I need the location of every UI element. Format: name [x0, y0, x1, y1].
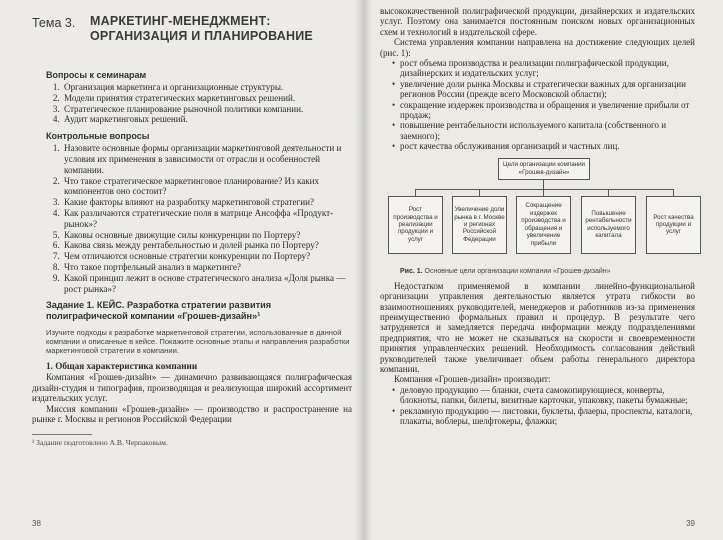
seminar-heading: Вопросы к семинарам — [46, 70, 147, 80]
goals-diagram — [386, 156, 701, 264]
diagram-connector — [415, 189, 674, 190]
diagram-child-box: Повышение рентабельности используемого капитала — [581, 196, 636, 254]
goal-item: • рост объема производства и реализации полиграфической продукции, дизайнерских и издательских услуг; — [392, 58, 695, 79]
goals-list — [380, 58, 695, 152]
diagram-connector — [543, 189, 544, 196]
right-page — [362, 0, 723, 540]
chapter-header — [32, 14, 352, 44]
paragraph: Система управления компании направлена на достижение следующих целей (рис. 1): — [380, 37, 695, 58]
diagram-child-box: Рост производства и реализации продукции и услуг — [388, 196, 443, 254]
control-item: 8. Что такое портфельный анализ в маркетинге? — [62, 262, 352, 273]
diagram-child-box: Рост качества продукции и услуг — [646, 196, 701, 254]
control-item: 6. Какова связь между рентабельностью и долей рынка по Портеру? — [62, 240, 352, 251]
chapter-title — [90, 14, 313, 44]
control-item: 7. Чем отличаются основные стратегии конкуренции по Портеру? — [62, 251, 352, 262]
paragraph: Недостатком применяемой в компании линейно-функциональной организации управления деятельностью является утрата гибкости во взаимоотношениях руководителей, менеджеров и работников из-за применения преимущественно формальных правил и процедур. В результате чего затрудняется и замедляется передача информации между подразделениями предприятия, что не может не сказываться на скорости и своевременности принятия управленческих решений. Необходимость согласования действий руководителей также увеличивает объем работы генерального директора компании. — [380, 280, 695, 374]
diagram-root-box: Цели организации компании «Грошев-дизайн» — [498, 158, 590, 180]
figure-caption — [400, 268, 695, 275]
product-item: • деловую продукцию — бланки, счета самокопирующиеся, конверты, блокноты, папки, билеты, визитные карточки, упаковку, пакеты бумажные; — [392, 385, 695, 406]
control-heading: Контрольные вопросы — [46, 131, 150, 142]
diagram-connector — [415, 189, 416, 196]
paragraph: Миссия компании «Грошев-дизайн» — производство и распространение на рынке г. Москвы и регионов Российской Федерации — [32, 403, 352, 424]
goal-item: • увеличение доли рынка Москвы и стратегически важных для организации регионов России (прежде всего Московской области); — [392, 79, 695, 100]
goal-item: • повышение рентабельности используемого капитала (собственного и заемного); — [392, 120, 695, 141]
seminar-item: 4. Аудит маркетинговых решений. — [62, 114, 352, 125]
figure-caption-text: Основные цели организации компании «Грошев-дизайн» — [424, 267, 611, 275]
seminar-item: 1. Организация маркетинга и организационные структуры. — [62, 82, 352, 93]
control-item: 1. Назовите основные формы организации маркетинговой деятельности и условия их применения в зависимости от отрасли и особенностей компании. — [62, 143, 352, 175]
chapter-number: Тема 3. — [32, 16, 76, 30]
seminar-item: 3. Стратегическое планирование рыночной политики компании. — [62, 104, 352, 115]
page-number-right: 39 — [686, 519, 695, 528]
diagram-connector — [608, 189, 609, 196]
seminar-list — [32, 82, 352, 125]
figure-label: Рис. 1. — [400, 267, 423, 275]
paragraph: высококачественной полиграфической продукции, дизайнерских и издательских услуг. Поэтому она занимается постоянным поиском новых организационных схем и технологий в издательской сфере. — [380, 6, 695, 37]
control-item: 9. Какой принцип лежит в основе стратегического анализа «Доля рынка — рост рынка»? — [62, 273, 352, 295]
diagram-connector — [479, 189, 480, 196]
diagram-child-box: Сокращение издержек производства и обращения и увеличение прибыли — [516, 196, 571, 254]
seminar-item: 2. Модели принятия стратегических маркетинговых решений. — [62, 93, 352, 104]
control-item: 3. Какие факторы влияют на разработку маркетинговой стратегии? — [62, 197, 352, 208]
task-heading: Задание 1. КЕЙС. Разработка стратегии развития полиграфической компании «Грошев-дизайн»¹ — [46, 300, 272, 322]
footnote-divider — [32, 434, 92, 435]
product-item: • рекламную продукцию — листовки, буклеты, флаеры, проспекты, каталоги, плакаты, воблеры, шелфтокеры, флажки; — [392, 406, 695, 427]
goal-item: • рост качества обслуживания организаций и частных лиц. — [392, 141, 695, 151]
task-intro: Изучите подходы к разработке маркетинговой стратегии, использованные в данной компании и описанные в кейсе. Покажите основные этапы и направления разработки маркетинговой стратегии в компании. — [46, 328, 350, 356]
control-list — [32, 143, 352, 294]
diagram-child-box: Увеличение доли рынка в г. Москве и регионах Российской Федерации — [452, 196, 507, 254]
chapter-title-line2: ОРГАНИЗАЦИЯ И ПЛАНИРОВАНИЕ — [90, 29, 313, 43]
paragraph: Компания «Грошев-дизайн» — динамично развивающаяся полиграфическая дизайн-студия и типография, производящая и реализующая широкий ассортимент издательских услуг. — [32, 372, 352, 404]
control-item: 5. Каковы основные движущие силы конкуренции по Портеру? — [62, 230, 352, 241]
page-number-left: 38 — [32, 519, 41, 528]
chapter-title-line1: МАРКЕТИНГ-МЕНЕДЖМЕНТ: — [90, 14, 271, 28]
goal-item: • сокращение издержек производства и обращения и увеличение прибыли от продаж; — [392, 100, 695, 121]
control-item: 4. Как различаются стратегические поля в матрице Ансоффа «Продукт-рынок»? — [62, 208, 352, 230]
subsection-heading: 1. Общая характеристика компании — [46, 361, 198, 372]
control-item: 2. Что такое стратегическое маркетинговое планирование? Из каких компонентов оно состоит? — [62, 176, 352, 198]
footnote: ¹ Задание подготовлено А.В. Черпаковым. — [32, 438, 168, 448]
diagram-connector — [673, 189, 674, 196]
paragraph: Компания «Грошев-дизайн» производит: — [394, 374, 551, 385]
products-list — [380, 385, 695, 427]
diagram-connector — [543, 180, 544, 189]
